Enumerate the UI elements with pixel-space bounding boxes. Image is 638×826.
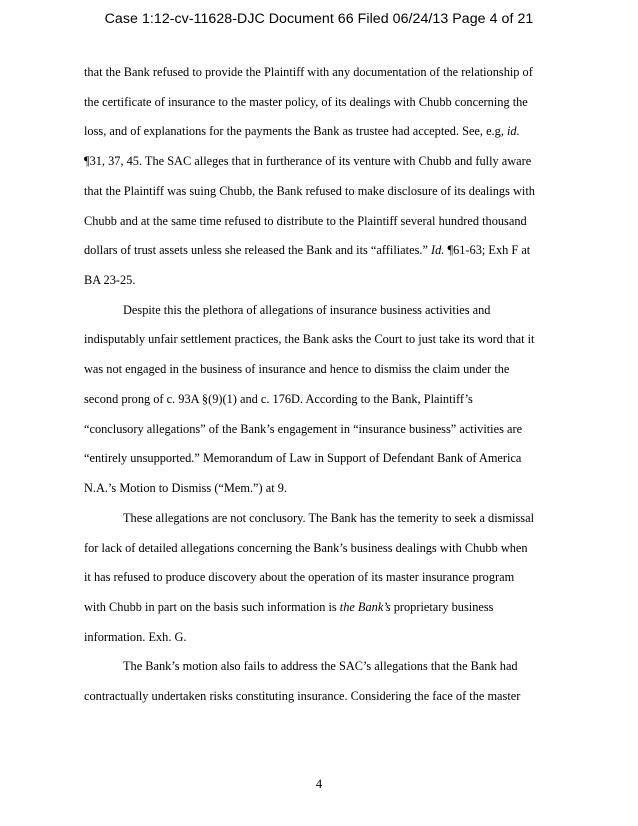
case-header: Case 1:12-cv-11628-DJC Document 66 Filed 06/24/13 Page 4 of 21 — [104, 11, 534, 27]
text-run: with Chubb in part on the basis such information is — [84, 599, 340, 614]
text-run: indisputably unfair settlement practices, the Bank asks the Court to just take its word that it — [84, 332, 535, 347]
text-line — [84, 563, 564, 593]
text-line — [84, 296, 564, 326]
text-line — [84, 385, 564, 415]
page-number: 4 — [315, 777, 323, 791]
text-line — [84, 58, 564, 88]
text-run: second prong of c. 93A §(9)(1) and c. 176D. According to the Bank, Plaintiff’s — [84, 391, 473, 406]
text-line — [84, 325, 564, 355]
text-run: it has refused to produce discovery about the operation of its master insurance program — [84, 570, 515, 585]
text-run: for lack of detailed allegations concerning the Bank’s business dealings with Chubb when — [84, 540, 528, 555]
text-line — [84, 534, 564, 564]
text-line — [84, 652, 564, 682]
text-run: Despite this the plethora of allegations of insurance business activities and — [123, 302, 491, 317]
text-run: “conclusory allegations” of the Bank’s engagement in “insurance business” activities are — [84, 421, 523, 436]
text-run: loss, and of explanations for the payments the Bank as trustee had accepted. See, e.g, — [84, 124, 507, 139]
text-run: These allegations are not conclusory. The Bank has the temerity to seek a dismissal — [123, 510, 535, 525]
italic-text: id. — [506, 124, 520, 139]
text-run: ¶61-63; Exh F at — [444, 243, 531, 258]
text-run: BA 23-25. — [84, 273, 136, 288]
text-run: information. Exh. G. — [84, 629, 187, 644]
italic-text: Id. — [431, 243, 445, 258]
text-line — [84, 415, 564, 445]
text-line — [84, 88, 564, 118]
text-line — [84, 266, 564, 296]
text-run: that the Bank refused to provide the Plaintiff with any documentation of the relationship of — [84, 65, 533, 79]
text-run: Chubb and at the same time refused to distribute to the Plaintiff several hundred thousand — [84, 213, 527, 228]
body-text — [84, 58, 564, 712]
text-line — [84, 147, 564, 177]
text-run: that the Plaintiff was suing Chubb, the Bank refused to make disclosure of its dealings with — [84, 183, 535, 198]
text-run: proprietary business — [390, 599, 494, 614]
text-line — [84, 682, 564, 712]
text-line — [84, 504, 564, 534]
text-line — [84, 355, 564, 385]
italic-text: the Bank’s — [339, 599, 391, 614]
text-line — [84, 207, 564, 237]
text-run: N.A.’s Motion to Dismiss (“Mem.”) at 9. — [84, 481, 287, 496]
text-line — [84, 117, 564, 147]
text-run: contractually undertaken risks constituting insurance. Considering the face of the master — [84, 689, 521, 704]
text-run: ¶31, 37, 45. The SAC alleges that in furtherance of its venture with Chubb and fully aware — [84, 154, 532, 169]
text-line — [84, 236, 564, 266]
text-line — [84, 474, 564, 504]
text-run: was not engaged in the business of insurance and hence to dismiss the claim under the — [84, 362, 510, 377]
text-line — [84, 623, 564, 653]
text-run: “entirely unsupported.” Memorandum of Law in Support of Defendant Bank of America — [84, 451, 522, 466]
text-run: dollars of trust assets unless she released the Bank and its “affiliates.” — [84, 243, 432, 258]
text-line — [84, 444, 564, 474]
text-run: the certificate of insurance to the master policy, of its dealings with Chubb concerning the — [84, 94, 528, 109]
text-line — [84, 177, 564, 207]
text-line — [84, 593, 564, 623]
text-run: The Bank’s motion also fails to address the SAC’s allegations that the Bank had — [123, 659, 518, 674]
